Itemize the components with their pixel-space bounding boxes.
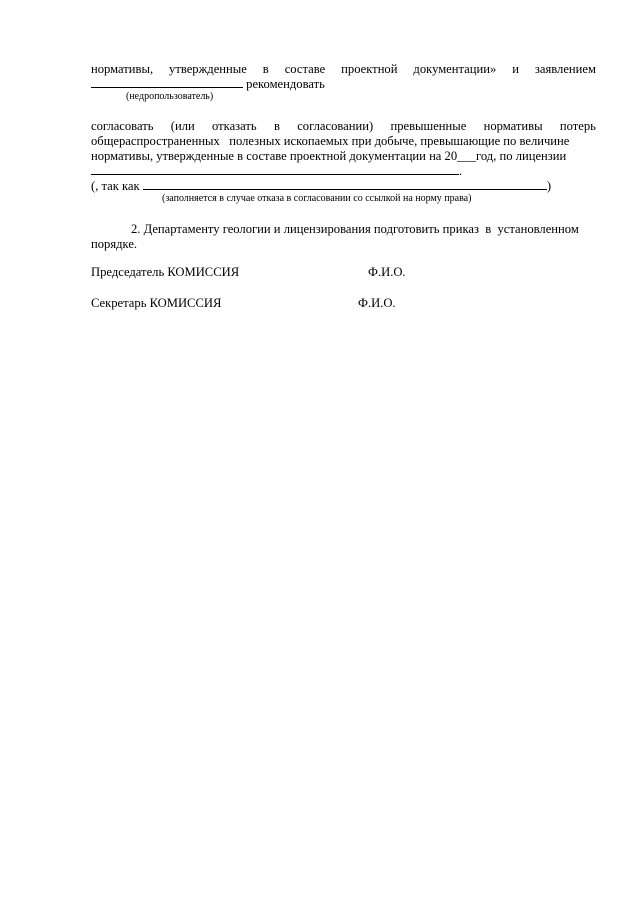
paragraph-1-line-1: [91, 62, 596, 77]
word: и: [512, 62, 519, 76]
word: превышенные: [390, 119, 467, 133]
word: в: [262, 62, 269, 76]
blank-field-license: [91, 164, 459, 175]
word: заявлением: [534, 62, 596, 76]
because-prefix: (, так как: [91, 179, 140, 193]
blank-field-subsoil-user: [91, 77, 243, 88]
word: согласовать: [91, 119, 154, 133]
word: утвержденные: [169, 62, 247, 76]
paragraph-2-line-4: [91, 164, 596, 179]
word: нормативы,: [91, 62, 154, 76]
word: согласовании): [297, 119, 374, 133]
word: в: [273, 119, 280, 133]
word: (или: [170, 119, 195, 133]
chairman-label: Председатель КОМИССИЯ: [91, 265, 240, 279]
paragraph-3-line-2: порядке.: [91, 237, 138, 251]
word: документации»: [413, 62, 497, 76]
paragraph-1-line-2: [91, 77, 596, 92]
closing-paren: ): [546, 179, 552, 193]
hint-refusal-reason: (заполняется в случае отказа в согласовании со ссылкой на норму права): [162, 193, 472, 204]
paragraph-2-line-2: общераспространенных полезных ископаемых при добыче, превышающие по величине: [91, 134, 570, 148]
blank-field-reason: [143, 179, 547, 190]
secretary-label: Секретарь КОМИССИЯ: [91, 296, 222, 310]
hint-subsoil-user: (недропользователь): [126, 91, 214, 102]
paragraph-2-line-5: [91, 179, 596, 194]
paragraph-3-line-1: 2. Департаменту геологии и лицензирования подготовить приказ в установленном: [131, 222, 579, 236]
word: нормативы: [483, 119, 543, 133]
paragraph-2-line-3: нормативы, утвержденные в составе проектной документации на 20___год, по лицензии: [91, 149, 567, 163]
word: проектной: [341, 62, 398, 76]
word: потерь: [559, 119, 596, 133]
word: составе: [284, 62, 326, 76]
line-end-period: .: [459, 164, 463, 178]
chairman-fio: Ф.И.О.: [368, 265, 406, 279]
secretary-fio: Ф.И.О.: [358, 296, 396, 310]
word: отказать: [212, 119, 257, 133]
paragraph-2-line-1: [91, 119, 596, 134]
recommend-text: рекомендовать: [246, 77, 325, 91]
